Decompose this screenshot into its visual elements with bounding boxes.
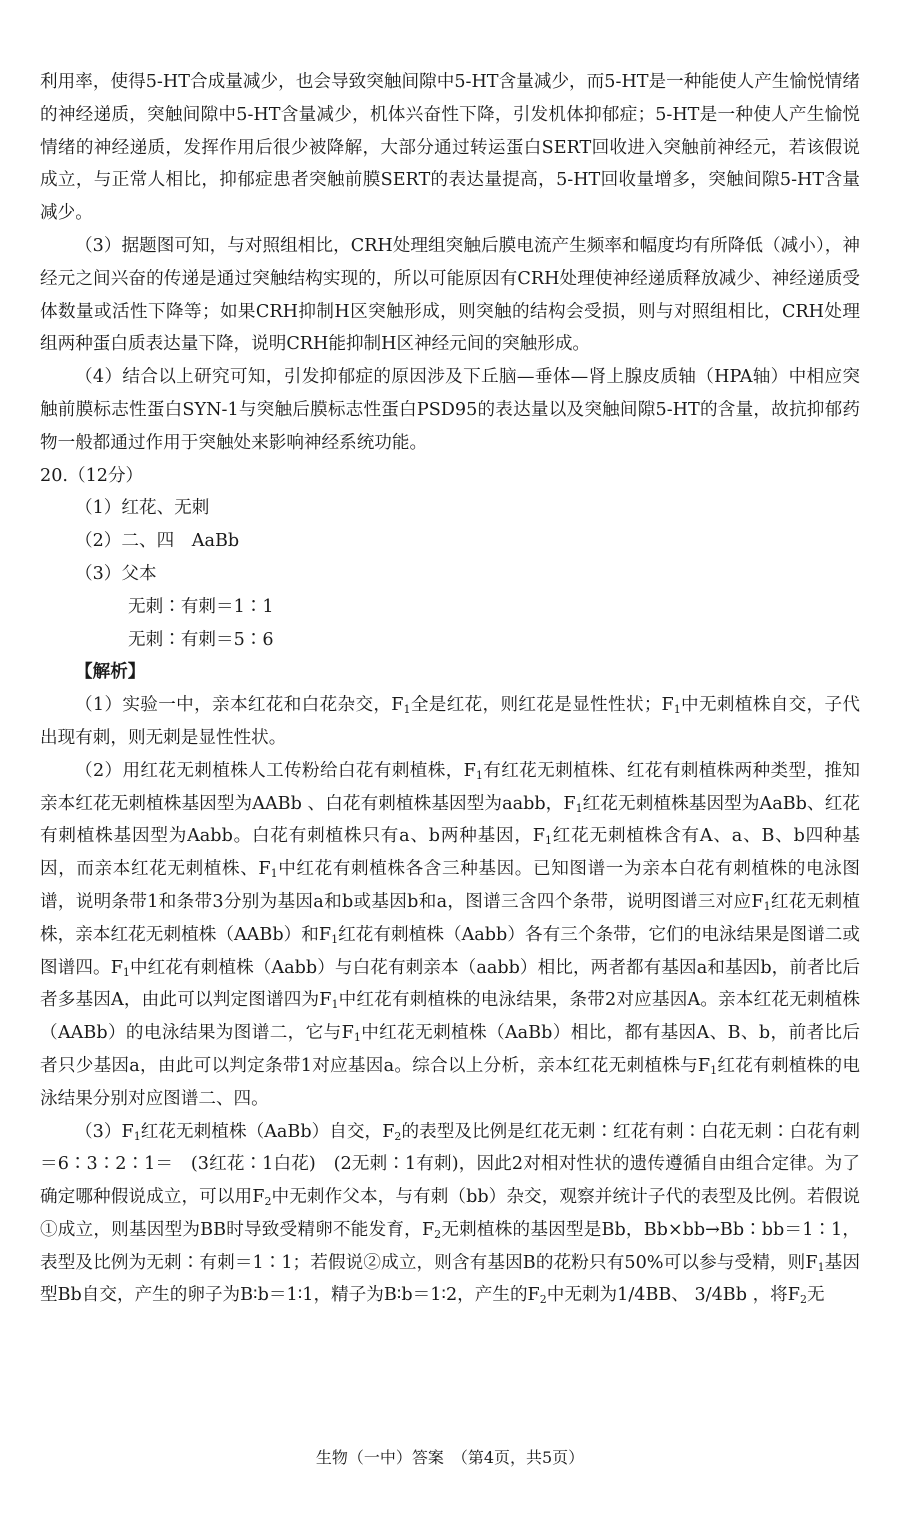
analysis-20-3: $(3)F_1$红花无刺植株（AaBb）自交，$F_2$的表型及比例是红花无刺∶红花有刺∶白花无刺∶白花有刺＝6∶3∶2∶1＝ (3红花∶1白花) (2无刺∶1有刺)，因此2对相对性状的遗传遵循自由组合定律。为了确定哪种假说成立，可以用$F_2$中无刺作父本，与有刺（bb）杂交，观察并统计子代的表型及比例。若假说①成立，则基因型为BB时导致受精卵不能发育，$F_2$无刺植株的基因型是Bb，Bb×bb→Bb∶bb＝1∶1，表型及比例为无刺∶有刺＝1∶1；若假说②成立，则含有基因B的花粉只有50%可以参与受精，则$F_1$基因型Bb自交，产生的卵子为B∶b＝1∶1，精子为B∶b＝1∶2，产生的$F_2$中无刺为1/4BB、 3/4Bb ，将$F_2$无 <box>40 1121 860 1307</box>
question-20-heading: 20.（12分） <box>40 465 144 486</box>
page-footer: 生物（一中）答案 （第4页，共5页） <box>315 1448 585 1467</box>
answer-20-1: （1）红花、无刺 <box>75 498 210 519</box>
answer-content <box>40 66 860 1312</box>
paragraph-19-3: （3）据题图可知，与对照组相比，CRH处理组突触后膜电流产生频率和幅度均有所降低（减小），神经元之间兴奋的传递是通过突触结构实现的，所以可能原因有CRH处理使神经递质释放减少、神经递质受体数量或活性下降等；如果CRH抑制H区突触形成，则突触的结构会受损，则与对照组相比，CRH处理组两种蛋白质表达量下降，说明CRH能抑制H区神经元间的突触形成。 <box>40 235 860 355</box>
document-page <box>40 0 860 1516</box>
paragraph-19-2-continued: 利用率，使得5-HT合成量减少，也会导致突触间隙中5-HT含量减少，而5-HT是一种能使人产生愉悦情绪的神经递质，突触间隙中5-HT含量减少，机体兴奋性下降，引发机体抑郁症；5-HT是一种使人产生愉悦情绪的神经递质，发挥作用后很少被降解，大部分通过转运蛋白SERT回收进入突触前神经元，若该假说成立，与正常人相比，抑郁症患者突触前膜SERT的表达量提高，5-HT回收量增多，突触间隙5-HT含量减少。 <box>40 72 860 224</box>
answer-20-3: （3）父本 <box>75 563 157 584</box>
answer-20-2: （2）二、四 AaBb <box>75 531 240 552</box>
paragraph-19-4: （4）结合以上研究可知，引发抑郁症的原因涉及下丘脑—垂体—肾上腺皮质轴（HPA轴）中相应突触前膜标志性蛋白SYN-1与突触后膜标志性蛋白PSD95的表达量以及突触间隙5-HT的含量，故抗抑郁药物一般都通过作用于突触处来影响神经系统功能。 <box>40 367 860 453</box>
answer-20-3-hypothesis-2: 无刺∶有刺＝5∶6 <box>128 629 274 650</box>
analysis-label: 【解析】 <box>75 661 146 683</box>
answer-20-3-hypothesis-1: 无刺∶有刺＝1∶1 <box>128 596 274 617</box>
analysis-20-1: （1）实验一中，亲本红花和白花杂交，$F_1$全是红花，则红花是显性性状；$F_1$中无刺植株自交，子代出现有刺，则无刺是显性性状。 <box>40 695 860 748</box>
analysis-20-2: （2）用红花无刺植株人工传粉给白花有刺植株，$F_1$有红花无刺植株、红花有刺植株两种类型，推知亲本红花无刺植株基因型为AABb 、白花有刺植株基因型为aabb，$F_1$红花无刺植株基因型为AaBb、红花有刺植株基因型为Aabb。白花有刺植株只有a、b两种基因，$F_1$红花无刺植株含有A、a、B、b四种基因，而亲本红花无刺植株、$F_1$中红花有刺植株各含三种基因。已知图谱一为亲本白花有刺植株的电泳图谱，说明条带1和条带3分别为基因a和b或基因b和a，图谱三含四个条带，说明图谱三对应$F_1$红花无刺植株，亲本红花无刺植株（AABb）和$F_1$红花有刺植株（Aabb）各有三个条带，它们的电泳结果是图谱二或图谱四。$F_1$中红花有刺植株（Aabb）与白花有刺亲本（aabb）相比，两者都有基因a和基因b，前者比后者多基因A，由此可以判定图谱四为$F_1$中红花有刺植株的电泳结果，条带2对应基因A。亲本红花无刺植株（AABb）的电泳结果为图谱二，它与$F_1$中红花无刺植株（AaBb）相比，都有基因A、B、b，前者比后者只少基因a，由此可以判定条带1对应基因a。综合以上分析，亲本红花无刺植株与$F_1$红花有刺植株的电泳结果分别对应图谱二、四。 <box>40 760 860 1109</box>
